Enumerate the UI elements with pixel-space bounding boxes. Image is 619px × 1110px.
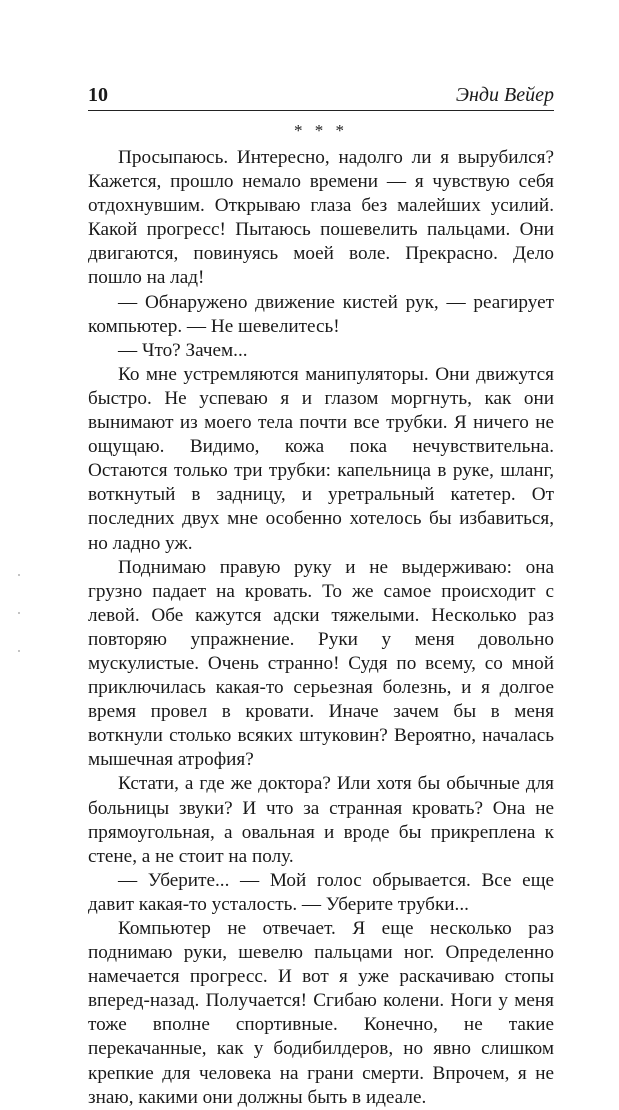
margin-dot	[18, 650, 20, 652]
paragraph: Просыпаюсь. Интересно, надолго ли я вырубился? Кажется, прошло немало времени — я чувствую себя отдохнувшим. Открываю глаза без малейших усилий. Какой прогресс! Пытаюсь пошевелить пальцами. Они двигаются, повинуясь моей воле. Прекрасно. Дело пошло на лад!	[88, 147, 554, 289]
paragraph: Компьютер не отвечает. Я еще несколько раз поднимаю руки, шевелю пальцами ног. Определенно намечается прогресс. И вот я уже раскачиваю стопы вперед-назад. Получается! Сгибаю колени. Ноги у меня тоже вполне спортивные. Конечно, не такие перекачанные, как у бодибилдеров, но явно слишком крепкие для человека на грани смерти. Впрочем, я не знаю, какими они должны быть в идеале.	[88, 918, 554, 1108]
page-number: 10	[88, 84, 108, 106]
margin-dot	[18, 612, 20, 614]
body-text	[88, 146, 554, 1110]
paragraph: — Что? Зачем...	[118, 339, 248, 361]
paragraph: Кстати, а где же доктора? Или хотя бы обычные для больницы звуки? И что за странная кровать? Она не прямоугольная, а овальная и вроде бы прикреплена к стене, а не стоит на полу.	[88, 773, 554, 867]
author-name: Энди Вейер	[455, 84, 554, 106]
running-head	[88, 84, 554, 111]
paragraph: — Обнаружено движение кистей рук, — реагирует компьютер. — Не шевелитесь!	[88, 291, 554, 337]
section-separator: * * *	[294, 121, 348, 140]
paragraph: — Уберите... — Мой голос обрывается. Все еще давит какая-то усталость. — Уберите трубки...	[88, 869, 554, 915]
paragraph: Поднимаю правую руку и не выдерживаю: она грузно падает на кровать. То же самое происходит с левой. Обе кажутся адски тяжелыми. Несколько раз повторяю упражнение. Руки у меня довольно мускулистые. Очень странно! Судя по всему, со мной приключилась какая-то серьезная болезнь, и я долгое время провел в кровати. Иначе зачем бы в меня воткнули столько всяких штуковин? Вероятно, началась мышечная атрофия?	[88, 556, 554, 771]
margin-dot	[18, 574, 20, 576]
margin-marks	[18, 574, 22, 688]
paragraph: Ко мне устремляются манипуляторы. Они движутся быстро. Не успеваю я и глазом моргнуть, как они вынимают из моего тела почти все трубки. Я ничего не ощущаю. Видимо, кожа пока нечувствительна. Остаются только три трубки: капельница в руке, шланг, воткнутый в задницу, и уретральный катетер. От последних двух мне особенно хотелось бы избавиться, но ладно уж.	[88, 363, 554, 554]
